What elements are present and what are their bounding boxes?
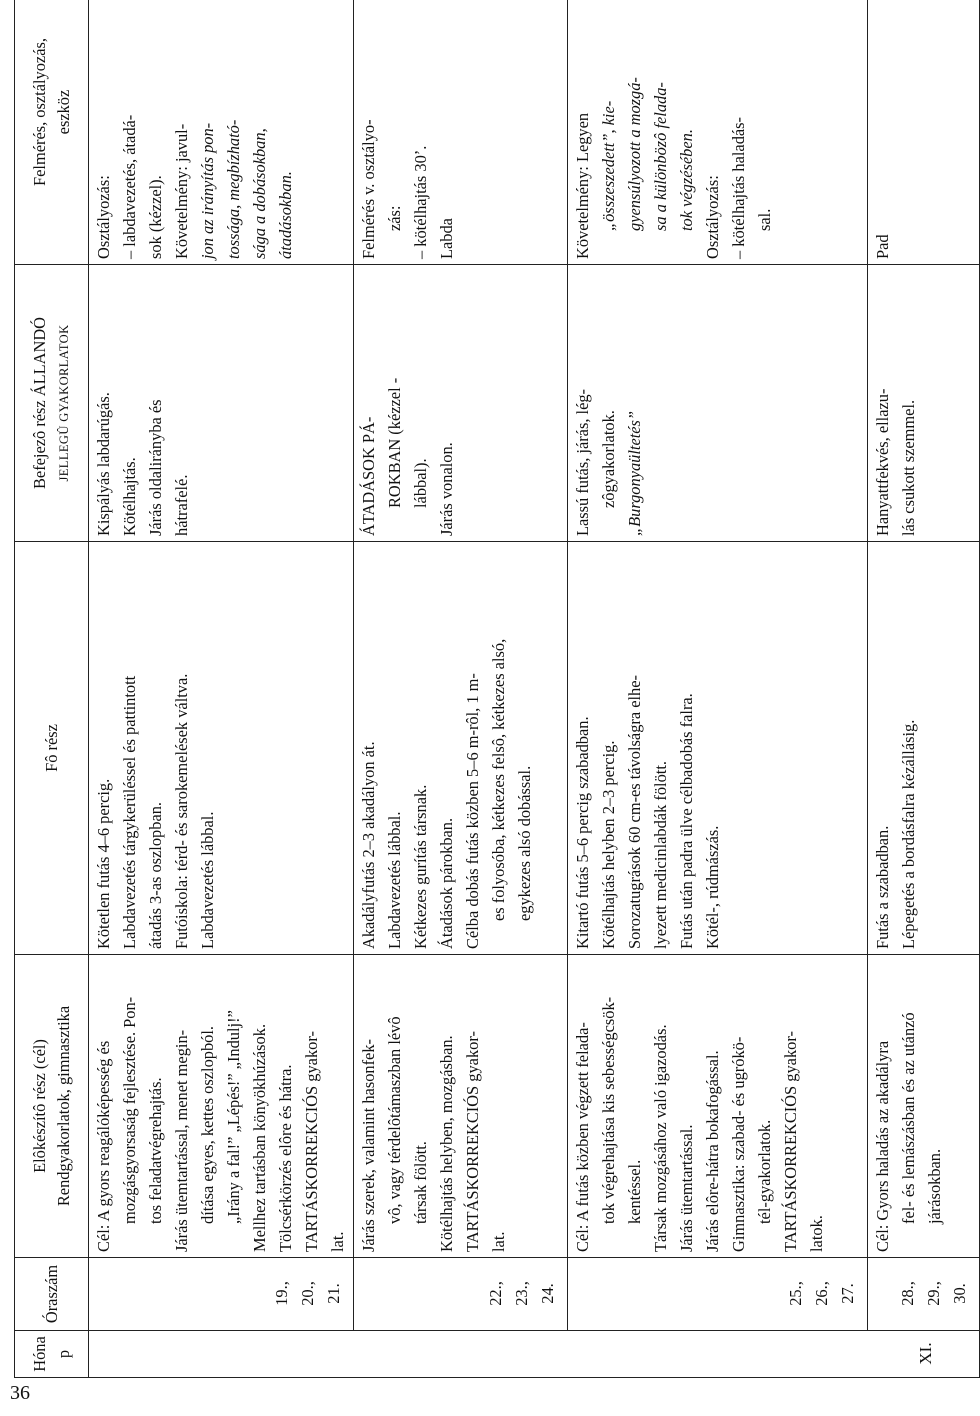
- felmeres-cell: Felmérés v. osztályo- zás: – kötélhajtás 30’. Labda: [354, 0, 568, 265]
- table-row: [89, 0, 354, 1378]
- header-row: [15, 0, 89, 1378]
- header-honap: Hónap: [15, 1331, 89, 1378]
- elokeszito-cell: Járás szerek, valamint hasonfek- vô, vagy térdelôtámaszban lévô társak fölött. Kötélhajtás helyben, mozgásban. TARTÁSKORREKCIÓS gyakor- lat.: [354, 955, 568, 1258]
- fo-resz-cell: Futás a szabadban. Lépegetés a bordásfalra kézállásig.: [868, 542, 980, 955]
- elokeszito-cell: Cél: A futás közben végzett felada- tok végrehajtása kis sebességcsök- kentéssel. Társak mozgásához való igazodás. Járás ütemtartással. Járás elôre-hátra bokafogással. Gimnasztika: szabad- és ugrókö- tél-gyakorlatok. TARTÁSKORREKCIÓS gyakor- latok.: [568, 955, 868, 1258]
- table-row: [568, 0, 868, 1378]
- header-oraszam: Óraszám: [15, 1258, 89, 1331]
- hours-cell: 19., 20., 21.: [89, 1258, 354, 1331]
- curriculum-table: [14, 0, 980, 1378]
- page-number: 36: [10, 1382, 30, 1404]
- felmeres-cell: Osztályozás: – labdavezetés, átadá- sok (kézzel). Követelmény: javul- jon az irányítás pon- tossága, megbízható- sága a dobásokban, átadásokban.: [89, 0, 354, 265]
- hours-cell: 28., 29., 30.: [868, 1258, 980, 1331]
- fo-resz-cell: Akadályfutás 2–3 akadályon át. Labdavezetés lábbal. Kétkezes gurítás társnak. Átadások párokban. Célba dobás futás közben 5–6 m-rôl, 1 m- es folyosóba, kétkezes felsô, kétkezes alsó, egykezes alsó dobással.: [354, 542, 568, 955]
- hours-cell: 25., 26., 27.: [568, 1258, 868, 1331]
- table-row: [354, 0, 568, 1378]
- header-befejezo: Befejezô rész ÁLLANDÓ JELLEGÛ GYAKORLATOK: [15, 265, 89, 542]
- elokeszito-cell: Cél: Gyors haladás az akadályra fel- és lemászásban és az utánzó járásokban.: [868, 955, 980, 1258]
- befejezo-cell: Kispályás labdarúgás. Kötélhajtás. Járás oldalirányba és hátrafelé.: [89, 265, 354, 542]
- befejezo-cell: ÁTADÁSOK PÁ- ROKBAN (kézzel - lábbal). Járás vonalon.: [354, 265, 568, 542]
- elokeszito-cell: Cél: A gyors reagálóképesség és mozgásgyorsaság fejlesztése. Pon- tos feladatvégrehajtás. Járás ütemtartással, menet megin- dítása egyes, kettes oszlopból. „Irány a fal!” „Lépés!” „Indulj!” Mellhez tartásban könyökhúzások. Tölcsérkörzés elôre és hátra. TARTÁSKORREKCIÓS gyakor- lat.: [89, 955, 354, 1258]
- hours-cell: 22., 23., 24.: [354, 1258, 568, 1331]
- curriculum-table-rotated: [14, 14, 969, 1378]
- header-elokeszito: Elôkészítô rész (cél) Rendgyakorlatok, gimnasztika: [15, 955, 89, 1258]
- header-felmeres: Felmérés, osztályozás, eszköz: [15, 0, 89, 265]
- befejezo-cell: Hanyattfekvés, ellazu- lás csukott szemmel.: [868, 265, 980, 542]
- fo-resz-cell: Kötetlen futás 4–6 percig. Labdavezetés tárgykerüléssel és pattintott átadás 3-as oszlopban. Futóiskola: térd- és sarokemelések váltva. Labdavezetés lábbal.: [89, 542, 354, 955]
- table-row: [868, 0, 980, 1378]
- befejezo-cell: Lassú futás, járás, lég- zôgyakorlatok. „Burgonyaültetés”: [568, 265, 868, 542]
- month-cell: XI.: [89, 1331, 980, 1378]
- felmeres-cell: Követelmény: Legyen „összeszedett”, kie- gyensúlyozott a mozgá- sa a különbözô felada- tok végzésében. Osztályozás: – kötélhajtás haladás- sal.: [568, 0, 868, 265]
- fo-resz-cell: Kitartó futás 5–6 percig szabadban. Kötélhajtás helyben 2–3 percig. Sorozatugrások 60 cm-es távolságra elhe- lyezett medicinlabdák fölött. Futás után padra ülve célbadobás falra. Kötél-, rúdmászás.: [568, 542, 868, 955]
- header-fo-resz: Fô rész: [15, 542, 89, 955]
- felmeres-cell: Pad: [868, 0, 980, 265]
